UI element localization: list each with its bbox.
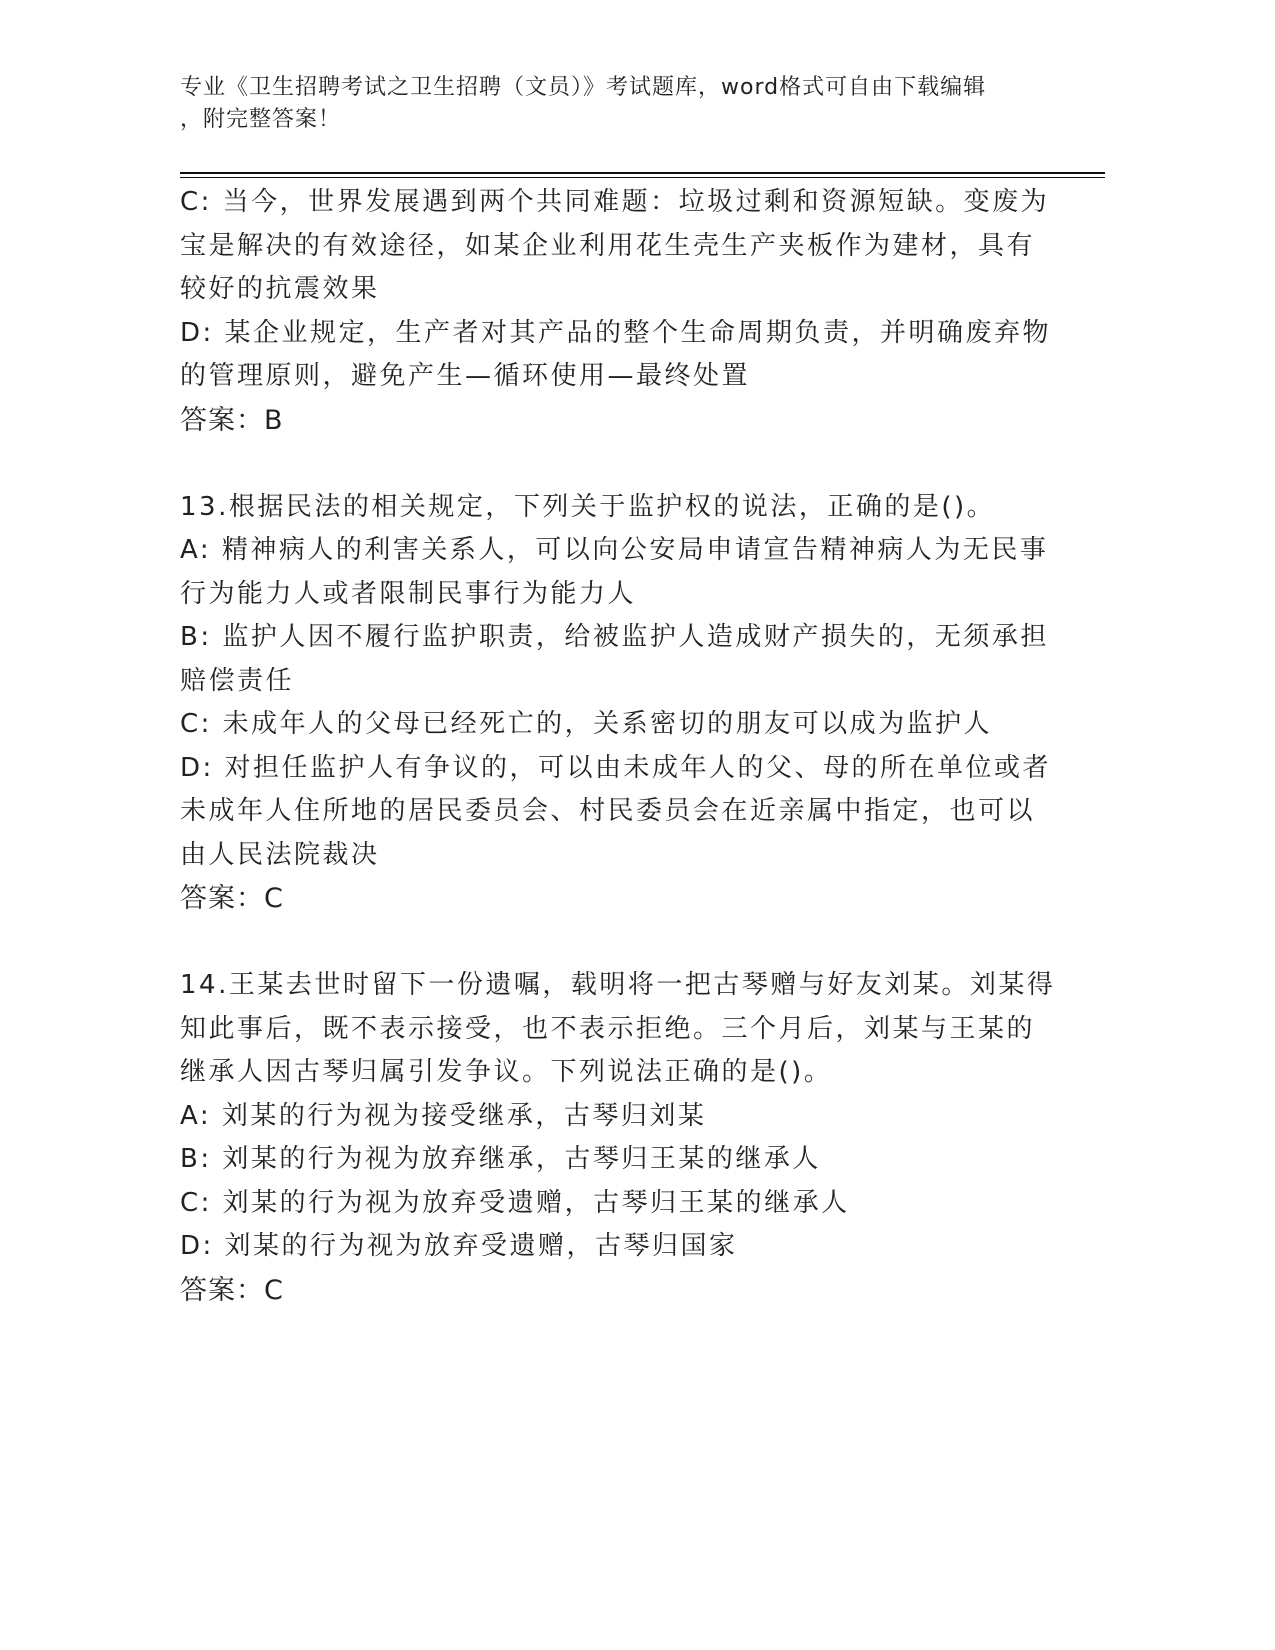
text-line: 较好的抗震效果	[180, 274, 380, 304]
text-line: 的管理原则，避免产生—循环使用—最终处置	[180, 361, 751, 391]
document-header	[180, 72, 1060, 136]
question-14	[180, 964, 1056, 1312]
question-12-continued	[180, 181, 1050, 442]
text-line: 14.王某去世时留下一份遗嘱，载明将一把古琴赠与好友刘某。刘某得	[180, 970, 1056, 1000]
question-13	[180, 486, 1050, 921]
option-c: C: 刘某的行为视为放弃受遗赠，古琴归王某的继承人	[180, 1187, 850, 1218]
question-stem	[180, 964, 1056, 1095]
spacer	[180, 442, 1050, 486]
text-line: B: 监护人因不履行监护职责，给被监护人造成财产损失的，无须承担	[180, 622, 1049, 652]
spacer	[180, 921, 1050, 965]
option-c	[180, 181, 1050, 312]
option-d	[180, 312, 1050, 399]
option-a	[180, 529, 1050, 616]
text-line: 由人民法院裁决	[180, 839, 380, 870]
option-b: B: 刘某的行为视为放弃继承，古琴归王某的继承人	[180, 1144, 821, 1174]
answer-label: 答案：C	[180, 883, 284, 914]
option-a: A: 刘某的行为视为接受继承，古琴归刘某	[180, 1100, 707, 1131]
header-divider-thin	[180, 177, 1105, 178]
text-line: 继承人因古琴归属引发争议。下列说法正确的是()。	[180, 1057, 833, 1087]
text-line: 宝是解决的有效途径，如某企业利用花生壳生产夹板作为建材，具有	[180, 230, 1036, 261]
header-line: 专业《卫生招聘考试之卫生招聘（文员）》考试题库，word格式可自由下载编辑	[180, 75, 987, 100]
option-b	[180, 616, 1050, 703]
option-d: D: 刘某的行为视为放弃受遗赠，古琴归国家	[180, 1231, 738, 1261]
text-line: 行为能力人或者限制民事行为能力人	[180, 578, 637, 609]
text-line: 未成年人住所地的居民委员会、村民委员会在近亲属中指定，也可以	[180, 796, 1036, 826]
text-line: 赔偿责任	[180, 665, 295, 696]
answer-label: 答案：C	[180, 1274, 284, 1306]
text-line: C: 当今，世界发展遇到两个共同难题：垃圾过剩和资源短缺。变废为	[180, 187, 1050, 217]
option-c	[180, 703, 1050, 747]
answer-label: 答案：B	[180, 404, 284, 436]
option-d	[180, 747, 1050, 878]
text-line: D: 某企业规定，生产者对其产品的整个生命周期负责，并明确废弃物	[180, 317, 1052, 348]
header-line: ，附完整答案！	[180, 107, 342, 132]
question-stem: 13.根据民法的相关规定，下列关于监护权的说法，正确的是()。	[180, 491, 996, 522]
header-divider-thick	[180, 172, 1105, 174]
text-line: D: 对担任监护人有争议的，可以由未成年人的父、母的所在单位或者	[180, 752, 1052, 783]
text-line: 知此事后，既不表示接受，也不表示拒绝。三个月后，刘某与王某的	[180, 1013, 1036, 1044]
document-body	[180, 181, 1056, 1312]
text-line: A: 精神病人的利害关系人，可以向公安局申请宣告精神病人为无民事	[180, 535, 1049, 565]
text-line: C: 未成年人的父母已经死亡的，关系密切的朋友可以成为监护人	[180, 709, 993, 739]
